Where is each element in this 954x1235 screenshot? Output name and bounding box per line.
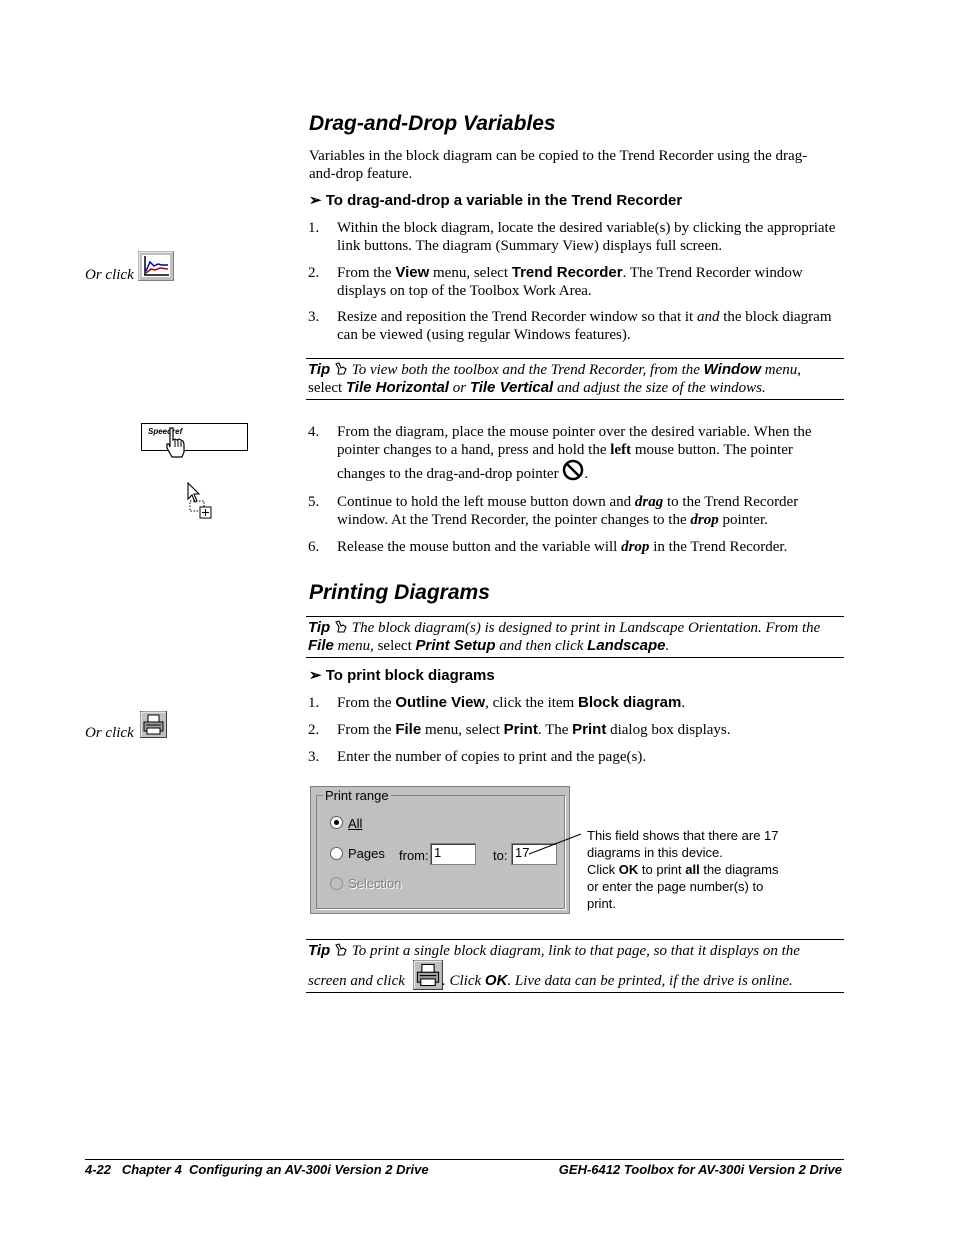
step-number: 3.: [308, 309, 320, 325]
print-dialog-name: Print: [572, 721, 607, 738]
tip-label: Tip: [308, 619, 331, 636]
outline-view-label: Outline View: [395, 694, 486, 711]
menu-file: File: [395, 721, 422, 738]
menu-item-print: Print: [503, 721, 538, 738]
step-number: 4.: [308, 424, 320, 440]
procedure-title: To drag-and-drop a variable in the Trend Recorder: [325, 192, 683, 209]
step-number: 2.: [308, 722, 320, 738]
step-number: 1.: [308, 695, 320, 711]
step-number: 6.: [308, 539, 320, 555]
to-page-field[interactable]: 17: [511, 843, 557, 865]
from-page-field[interactable]: 1: [430, 843, 476, 865]
footer-left: 4-22 Chapter 4 Configuring an AV-300i Version 2 Drive: [85, 1162, 429, 1177]
radio-all[interactable]: [330, 816, 343, 829]
section-heading-drag-drop: Drag-and-Drop Variables: [309, 112, 556, 135]
menu-item-trend-recorder: Trend Recorder: [511, 264, 623, 281]
or-click-label: Or click: [85, 267, 134, 283]
radio-all-label[interactable]: All: [348, 816, 363, 831]
list-item: [308, 308, 848, 348]
step-text: From the File menu, select Print. The Print dialog box displays.: [337, 721, 731, 738]
from-label: from:: [399, 848, 429, 863]
radio-selection-label: Selection: [348, 876, 402, 891]
step-text: Resize and reposition the Trend Recorder window so that it and the block diagram can be viewed (using regular Windows features).: [337, 309, 832, 343]
step-text: From the Outline View, click the item Block diagram.: [337, 694, 686, 711]
procedure-arrow-icon: ➢: [309, 192, 322, 209]
tip-box: Tip To print a single block diagram, link to that page, so that it displays on the screen and click . Click OK. Live data can be printed, if the drive is online.: [306, 939, 844, 993]
tip-label: Tip: [308, 361, 331, 378]
radio-selection: [330, 877, 343, 890]
printer-icon[interactable]: [413, 960, 443, 990]
tip-hand-icon: [334, 620, 348, 636]
step-number: 5.: [308, 494, 320, 510]
step-number: 1.: [308, 220, 320, 236]
option-landscape: Landscape: [587, 637, 666, 654]
step-text: Release the mouse button and the variable will drop in the Trend Recorder.: [337, 539, 788, 555]
menu-view: View: [395, 264, 430, 281]
radio-pages-label[interactable]: Pages: [348, 846, 385, 861]
menu-file: File: [308, 637, 334, 654]
variable-box-illustration: [141, 423, 248, 451]
variable-box-label: Speedref: [148, 427, 183, 436]
step-text: Continue to hold the left mouse button down and drag to the Trend Recorder window. At the Trend Recorder, the pointer changes to the drop pointer.: [337, 494, 799, 528]
ok-button-label: OK: [484, 972, 508, 989]
callout-leader-line: [525, 830, 585, 858]
list-item: [308, 264, 848, 304]
list-item: [308, 748, 848, 768]
menu-item-tile-vertical: Tile Vertical: [469, 379, 554, 396]
step-number: 2.: [308, 265, 320, 281]
hand-pointer-icon: [164, 426, 188, 460]
block-diagram-item: Block diagram: [577, 694, 682, 711]
callout-note: This field shows that there are 17 diagrams in this device. Click OK to print all the diagrams or enter the page number(s) to print.: [587, 828, 779, 911]
tip-label: Tip: [308, 942, 331, 959]
list-item: [308, 721, 848, 741]
menu-item-print-setup: Print Setup: [415, 637, 496, 654]
radio-pages[interactable]: [330, 847, 343, 860]
menu-window: Window: [703, 361, 762, 378]
no-drop-pointer-icon: [562, 466, 584, 482]
printer-icon[interactable]: [140, 711, 167, 738]
drag-drop-pointer-icon: [186, 481, 214, 521]
list-item: [308, 423, 848, 487]
step-text: From the View menu, select Trend Recorder. The Trend Recorder window displays on top of the Toolbox Work Area.: [337, 264, 803, 299]
list-item: [308, 694, 848, 714]
tip-hand-icon: [334, 362, 348, 378]
tip-box: Tip To view both the toolbox and the Trend Recorder, from the Window menu, select Tile Horizontal or Tile Vertical and adjust the size of the windows.: [306, 358, 844, 400]
section-heading-printing: Printing Diagrams: [309, 581, 490, 604]
print-range-title: Print range: [325, 788, 389, 803]
trend-recorder-icon[interactable]: [138, 251, 174, 281]
or-click-label: Or click: [85, 725, 134, 741]
list-item: [308, 538, 848, 558]
list-item: [308, 493, 848, 533]
footer-right: GEH-6412 Toolbox for AV-300i Version 2 Drive: [558, 1162, 842, 1177]
menu-item-tile-horizontal: Tile Horizontal: [345, 379, 449, 396]
tip-box: Tip The block diagram(s) is designed to print in Landscape Orientation. From the File menu, select Print Setup and then click Landscape.: [306, 616, 844, 658]
step-number: 3.: [308, 749, 320, 765]
footer-rule: [85, 1159, 844, 1160]
intro-paragraph: Variables in the block diagram can be copied to the Trend Recorder using the drag-and-drop feature.: [309, 148, 808, 182]
list-item: [308, 219, 848, 259]
step-text: Enter the number of copies to print and the page(s).: [337, 749, 647, 765]
procedure-heading-drag-drop: [309, 191, 682, 209]
procedure-arrow-icon: ➢: [309, 667, 322, 684]
to-label: to:: [493, 848, 508, 863]
procedure-title: To print block diagrams: [325, 667, 495, 684]
procedure-heading-print: [309, 666, 495, 684]
step-text: From the diagram, place the mouse pointer over the desired variable. When the pointer changes to a hand, press and hold the left mouse button. The pointer changes to the drag-and-drop pointer .: [337, 424, 812, 482]
tip-hand-icon: [334, 943, 348, 959]
step-text: Within the block diagram, locate the desired variable(s) by clicking the appropriate link buttons. The diagram (Summary View) displays full screen.: [337, 220, 836, 254]
